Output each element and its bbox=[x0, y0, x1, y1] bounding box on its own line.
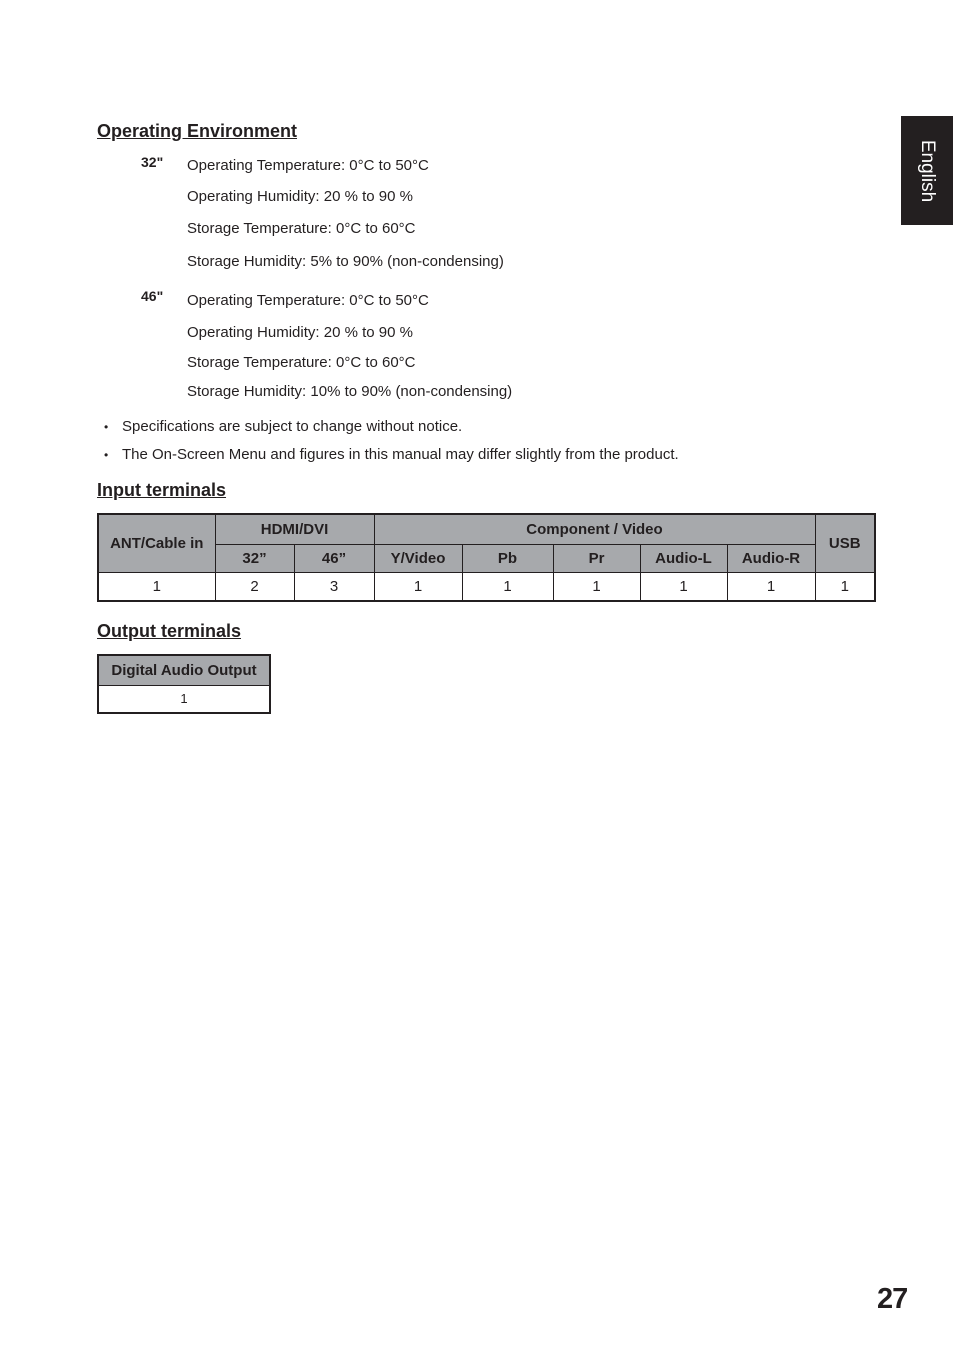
cell-audio-l: 1 bbox=[640, 572, 727, 601]
language-tab bbox=[901, 116, 953, 225]
cell-y-video: 1 bbox=[374, 572, 462, 601]
spec-line: Storage Temperature: 0°C to 60°C bbox=[187, 220, 416, 237]
cell-hdmi-32: 2 bbox=[215, 572, 294, 601]
bullet-icon: • bbox=[104, 420, 109, 434]
cell-pb: 1 bbox=[462, 572, 553, 601]
cell-ant-cable: 1 bbox=[98, 572, 215, 601]
cell-pr: 1 bbox=[553, 572, 640, 601]
spec-line: Operating Humidity: 20 % to 90 % bbox=[187, 324, 413, 341]
header-ant-cable: ANT/Cable in bbox=[98, 514, 215, 572]
spec-line: Operating Temperature: 0°C to 50°C bbox=[187, 292, 429, 309]
spec-line: Storage Temperature: 0°C to 60°C bbox=[187, 354, 416, 371]
input-terminals-heading: Input terminals bbox=[97, 480, 227, 500]
size-label-46: 46" bbox=[141, 288, 164, 304]
spec-line: Storage Humidity: 10% to 90% (non-condensing) bbox=[187, 383, 513, 400]
cell-hdmi-46: 3 bbox=[294, 572, 374, 601]
header-digital-audio-output: Digital Audio Output bbox=[98, 655, 270, 685]
header-hdmi-dvi: HDMI/DVI bbox=[215, 514, 374, 544]
size-label-32: 32" bbox=[141, 154, 164, 170]
operating-environment-heading: Operating Environment bbox=[97, 121, 298, 141]
subheader-46: 46” bbox=[294, 544, 374, 572]
cell-digital-audio-output: 1 bbox=[98, 685, 270, 713]
subheader-pr: Pr bbox=[553, 544, 640, 572]
spec-line: Operating Temperature: 0°C to 50°C bbox=[187, 157, 429, 174]
language-tab-label: English bbox=[917, 139, 938, 202]
subheader-audio-l: Audio-L bbox=[640, 544, 727, 572]
note-text: The On-Screen Menu and figures in this manual may differ slightly from the product. bbox=[122, 446, 679, 463]
cell-usb: 1 bbox=[815, 572, 875, 601]
output-terminals-table bbox=[97, 654, 271, 714]
header-component-video: Component / Video bbox=[374, 514, 815, 544]
table-subheader-row bbox=[98, 544, 875, 572]
subheader-y-video: Y/Video bbox=[374, 544, 462, 572]
input-terminals-table bbox=[97, 513, 876, 602]
table-row bbox=[98, 572, 875, 601]
note-text: Specifications are subject to change without notice. bbox=[122, 418, 463, 435]
spec-line: Operating Humidity: 20 % to 90 % bbox=[187, 188, 413, 205]
page-number: 27 bbox=[877, 1283, 908, 1315]
subheader-pb: Pb bbox=[462, 544, 553, 572]
bullet-icon: • bbox=[104, 448, 109, 462]
output-terminals-heading: Output terminals bbox=[97, 621, 242, 641]
table-row bbox=[98, 685, 270, 713]
note-item bbox=[104, 418, 462, 435]
table-header-row bbox=[98, 655, 270, 685]
spec-line: Storage Humidity: 5% to 90% (non-condensing) bbox=[187, 253, 504, 270]
subheader-32: 32” bbox=[215, 544, 294, 572]
subheader-audio-r: Audio-R bbox=[727, 544, 815, 572]
cell-audio-r: 1 bbox=[727, 572, 815, 601]
header-usb: USB bbox=[815, 514, 875, 572]
note-item bbox=[104, 446, 679, 463]
table-header-row bbox=[98, 514, 875, 544]
